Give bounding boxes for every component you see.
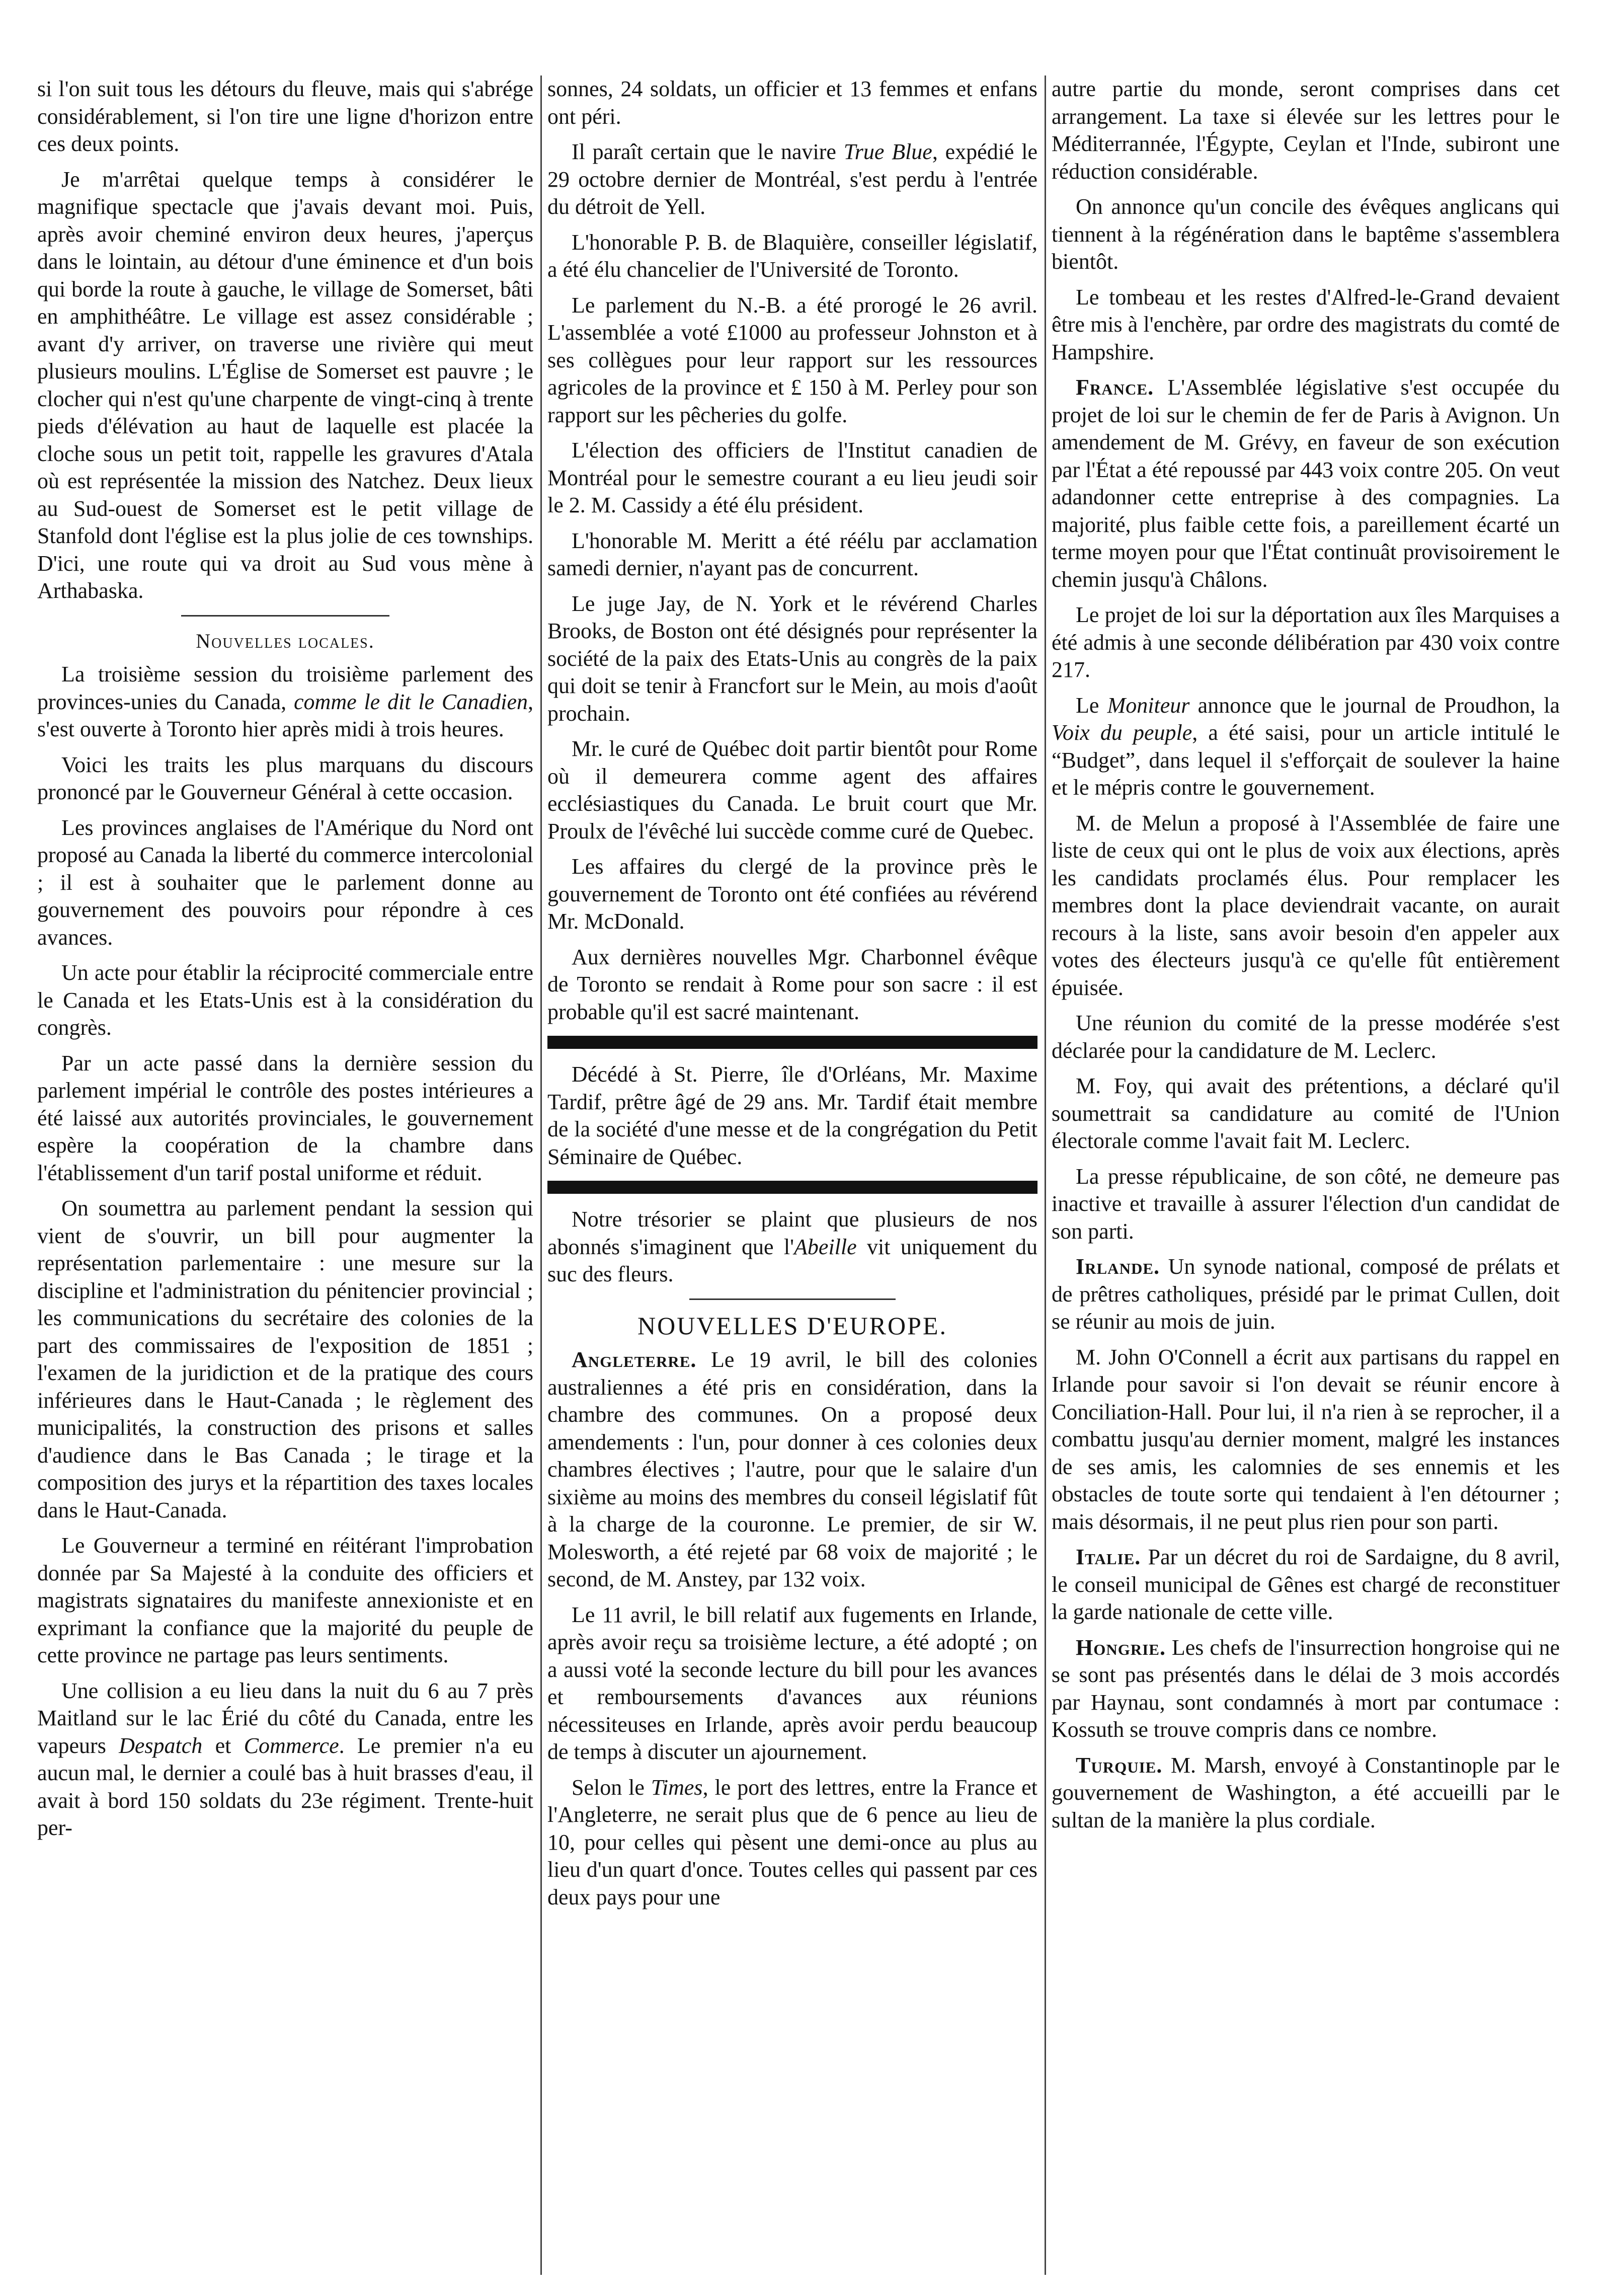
paragraph: Le projet de loi sur la déportation aux îles Marquises a été admis à une seconde délibération par 430 voix contre 217. [1052,602,1560,682]
column-3 [1052,75,1560,2275]
column-rule-left [540,75,542,2275]
paragraph: Une réunion du comité de la presse modérée s'est déclarée pour la candidature de M. Leclerc. [1052,1011,1560,1063]
paragraph: L'honorable M. Meritt a été réélu par acclamation samedi dernier, n'ayant pas de concurrent. [547,528,1037,580]
paragraph: Par un acte passé dans la dernière session du parlement impérial le contrôle des postes intérieures a été laissé aux autorités provinciales, le gouvernement espère la coopération de la chambre dans l'établissement d'un tarif postal uniforme et réduit. [37,1050,533,1185]
paragraph: Le Moniteur annonce que le journal de Proudhon, la Voix du peuple, a été saisi, pour un article intitulé le “Budget”, dans lequel il s'efforçait de soulever la haine et le mépris contre le gouvernement. [1052,693,1560,800]
section-title-local-news: Nouvelles locales. [196,629,375,652]
paragraph: M. Foy, qui avait des prétentions, a déclaré qu'il soumettrait sa candidature au comité de l'Union électorale comme l'avait fait M. Leclerc. [1052,1074,1560,1153]
paragraph: Les provinces anglaises de l'Amérique du Nord ont proposé au Canada la liberté du commerce intercolonial ; il est à souhaiter que le parlement donne au gouvernement des pouvoirs pour répondre à ces avances. [37,815,533,950]
paragraph: La troisième session du troisième parlement des provinces-unies du Canada, comme le dit le Canadien, s'est ouverte à Toronto hier après midi à trois heures. [37,662,533,741]
paragraph: Le juge Jay, de N. York et le révérend Charles Brooks, de Boston ont été désignés pour représenter la société de la paix des Etats-Unis au congrès de la paix qui doit se tenir à Francfort sur le Mein, au mois d'août prochain. [547,591,1037,726]
paragraph: Une collision a eu lieu dans la nuit du 6 au 7 près Maitland sur le lac Érié du côté du Canada, entre les vapeurs Despatch et Commerce. Le premier n'a eu aucun mal, le dernier a coulé bas à huit brasses d'eau, il avait à bord 150 soldats du 23e régiment. Trente-huit per- [37,1678,533,1840]
column-rule-right [1045,75,1046,2275]
paragraph: Le tombeau et les restes d'Alfred-le-Grand devaient être mis à l'enchère, par ordre des magistrats du comté de Hampshire. [1052,284,1560,364]
paragraph: France. L'Assemblée législative s'est occupée du projet de loi sur le chemin de fer de Paris à Avignon. Un amendement de M. Grévy, en faveur de son exécution par l'État a été repoussé par 443 voix contre 205. On veut adandonner cette entreprise à des compagnies. La majorité, plus faible cette fois, a pareillement écarté un terme moyen pour que l'État continuât provisoirement le chemin jusqu'à Châlons. [1052,375,1560,592]
paragraph: Notre trésorier se plaint que plusieurs de nos abonnés s'imaginent que l'Abeille vit uniquement du suc des fleurs. [547,1207,1037,1286]
paragraph: Le Gouverneur a terminé en réitérant l'improbation donnée par Sa Majesté à la conduite des officiers et magistrats signataires du manifeste annexioniste et en exprimant la confiance que la majorité du peuple de cette province ne partage pas leurs sentiments. [37,1533,533,1667]
paragraph: Turquie. M. Marsh, envoyé à Constantinople par le gouvernement de Washington, a été accueilli par le sultan de la manière la plus cordiale. [1052,1752,1560,1832]
paragraph: Un acte pour établir la réciprocité commerciale entre le Canada et les Etats-Unis est à la considération du congrès. [37,960,533,1040]
paragraph: On annonce qu'un concile des évêques anglicans qui tiennent à la régénération dans le baptême s'assemblera bientôt. [1052,194,1560,274]
column-2 [547,75,1037,2275]
obituary-paragraph: Décédé à St. Pierre, île d'Orléans, Mr. Maxime Tardif, prêtre âgé de 29 ans. Mr. Tardif était membre de la société d'une messe et de la congrégation du Petit Séminaire de Québec. [547,1062,1037,1169]
paragraph: Hongrie. Les chefs de l'insurrection hongroise qui ne se sont pas présentés dans le délai de 3 mois accordés par Haynau, sont condamnés à mort par contumace : Kossuth se trouve compris dans ce nombre. [1052,1635,1560,1742]
headline-europe-news: NOUVELLES D'EUROPE. [637,1311,947,1340]
paragraph: autre partie du monde, seront comprises dans cet arrangement. La taxe si élevée sur les lettres pour le Méditerrannée, l'Égypte, Ceylan et l'Inde, subiront une réduction considérable. [1052,76,1560,184]
paragraph: si l'on suit tous les détours du fleuve, mais qui s'abrége considérablement, si l'on tire une ligne d'horizon entre ces deux points. [37,76,533,156]
section-rule [181,615,389,617]
paragraph: Aux dernières nouvelles Mgr. Charbonnel évêque de Toronto se rendait à Rome pour son sacre : il est probable qu'il est sacré maintenant. [547,944,1037,1024]
paragraph: On soumettra au parlement pendant la session qui vient de s'ouvrir, un bill pour augmenter la représentation parlementaire : une mesure sur la discipline et l'administration du pénitencier provincial ; les communications du secrétaire des colonies de la part des commissaires de l'exposition de 1851 ; l'examen de la juridiction et de la pratique des cours inférieures dans le Haut-Canada ; le règlement des municipalités, la construction des prisons et salles d'audience dans le Bas Canada ; le tirage et la composition des jurys et la répartition des taxes locales dans le Haut-Canada. [37,1196,533,1522]
paragraph: Selon le Times, le port des lettres, entre la France et l'Angleterre, ne serait plus que de 6 pence au lieu de 10, pour celles qui pèsent une demi-once au plus au lieu d'un quart d'once. Toutes celles qui passent par ces deux pays pour une [547,1775,1037,1909]
paragraph: M. John O'Connell a écrit aux partisans du rappel en Irlande pour savoir si l'on devait se réunir encore à Conciliation-Hall. Pour lui, il n'a rien à se reprocher, il a combattu jusqu'au dernier moment, malgré les instances de ses amis, les calomnies de ses ennemis et les obstacles de toute sorte qui tendaient à l'en détourner ; mais désormais, il ne peut plus rien pour son parti. [1052,1344,1560,1534]
paragraph: L'élection des officiers de l'Institut canadien de Montréal pour le semestre courant a eu lieu jeudi soir le 2. M. Cassidy a été élu président. [547,438,1037,517]
paragraph: Le parlement du N.-B. a été prorogé le 26 avril. L'assemblée a voté £1000 au professeur Johnston et à ses collègues pour leur rapport sur les ressources agricoles de la province et £ 150 à M. Perley pour son rapport sur les pêcheries du golfe. [547,292,1037,427]
paragraph: sonnes, 24 soldats, un officier et 13 femmes et enfans ont péri. [547,76,1037,129]
paragraph: Les affaires du clergé de la province près le gouvernement de Toronto ont été confiées au révérend Mr. McDonald. [547,854,1037,934]
paragraph: La presse républicaine, de son côté, ne demeure pas inactive et travaille à assurer l'élection d'un candidat de son parti. [1052,1164,1560,1244]
paragraph: Le 11 avril, le bill relatif aux fugements en Irlande, après avoir reçu sa troisième lecture, a été adopté ; on a aussi voté la seconde lecture du bill pour les avances et remboursements d'avances aux réunions nécessiteuses en Irlande, après avoir perdu beaucoup de temps à discuter un ajournement. [547,1602,1037,1764]
column-1 [37,75,533,2275]
paragraph: Je m'arrêtai quelque temps à considérer le magnifique spectacle que j'avais devant moi. Puis, après avoir cheminé environ deux heures, j'aperçus dans le lointain, au détour d'une éminence et d'un bois qui borde la route à gauche, le village de Somerset, bâti en amphithéâtre. Le village est assez considérable ; avant d'y arriver, on traverse une rivière qui meut plusieurs moulins. L'Église de Somerset est pauvre ; le clocher qui n'est qu'une charpente de vingt-cinq à trente pieds d'élévation au haut de laquelle est placée la cloche sous un petit toit, rappelle les gravures d'Atala où est représentée la mission des Natchez. Deux lieux au Sud-ouest de Somerset est le petit village de Stanfold dont l'église est la plus jolie de ces townships. D'ici, une route qui va droit au Sud vous mène à Arthabaska. [37,167,533,603]
separator-rule [547,1036,1037,1049]
paragraph: M. de Melun a proposé à l'Assemblée de faire une liste de ceux qui ont le plus de voix aux élections, après les candidats proclamés élus. Pour remplacer les membres dont la place deviendrait vacante, on aurait recours à la liste, sans avoir besoin d'en appeler aux votes des électeurs jusqu'à ce qu'elle fût entièrement épuisée. [1052,810,1560,1000]
section-rule [689,1298,895,1300]
paragraph: L'honorable P. B. de Blaquière, conseiller législatif, a été élu chancelier de l'Université de Toronto. [547,229,1037,282]
paragraph: Italie. Par un décret du roi de Sardaigne, du 8 avril, le conseil municipal de Gênes est chargé de reconstituer la garde nationale de cette ville. [1052,1545,1560,1624]
paragraph: Mr. le curé de Québec doit partir bientôt pour Rome où il demeurera comme agent des affaires ecclésiastiques du Canada. Le bruit court que Mr. Proulx de l'évêché lui succède comme curé de Quebec. [547,736,1037,844]
paragraph: Il paraît certain que le navire True Blue, expédié le 29 octobre dernier de Montréal, s'est perdu à l'entrée du détroit de Yell. [547,139,1037,219]
separator-rule [547,1181,1037,1194]
paragraph: Angleterre. Le 19 avril, le bill des colonies australiennes a été pris en considération, dans la chambre des communes. On a proposé deux amendements : l'un, pour donner à ces colonies deux chambres électives ; l'autre, pour que le salaire d'un sixième au moins des membres du conseil législatif fût à la charge de la couronne. Le premier, de sir W. Molesworth, a été rejeté par 68 voix de majorité ; le second, de M. Anstey, par 132 voix. [547,1347,1037,1591]
paragraph: Irlande. Un synode national, composé de prélats et de prêtres catholiques, présidé par le primat Cullen, doit se réunir au mois de juin. [1052,1254,1560,1334]
paragraph: Voici les traits les plus marquans du discours prononcé par le Gouverneur Général à cette occasion. [37,752,533,804]
